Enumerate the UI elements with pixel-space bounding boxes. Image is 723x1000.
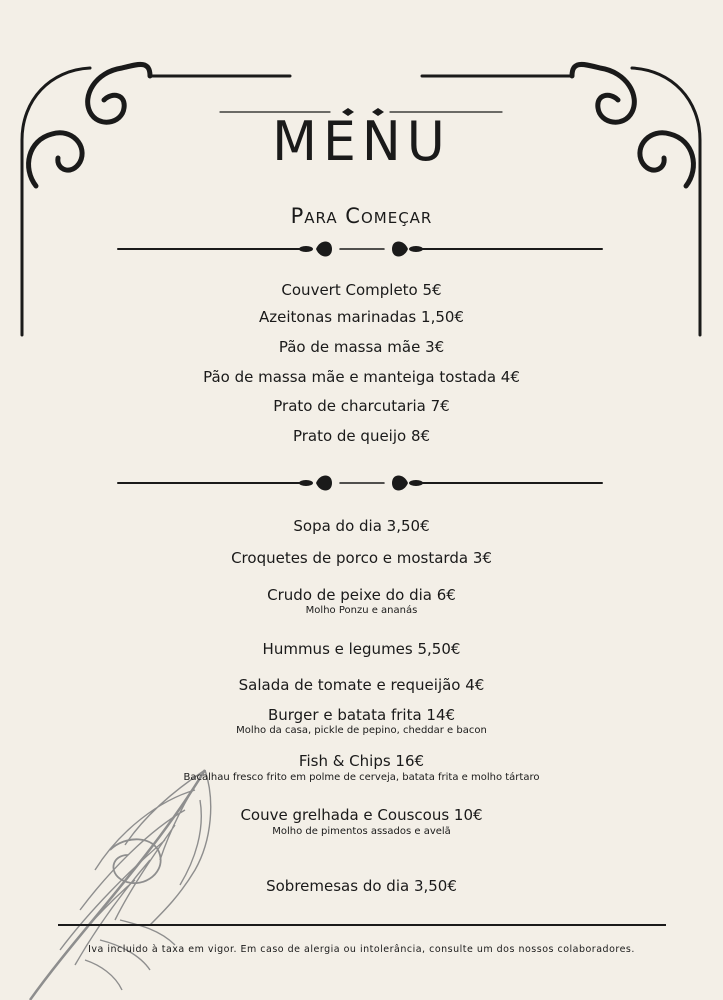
- menu-title: MENU: [272, 110, 451, 174]
- menu-item: Pão de massa mãe 3€: [278, 338, 445, 356]
- menu-item: Sopa do dia 3,50€: [293, 517, 430, 535]
- section-title: Para Começar: [290, 204, 433, 228]
- menu-item: Fish & Chips 16€: [298, 752, 425, 770]
- menu-item: Burger e batata frita 14€: [267, 706, 456, 724]
- menu-item-description: Molho da casa, pickle de pepino, cheddar e bacon: [236, 725, 487, 736]
- footer-divider: [58, 924, 666, 926]
- menu-item: Croquetes de porco e mostarda 3€: [231, 549, 492, 567]
- menu-item-description: Molho de pimentos assados e avelã: [272, 826, 451, 837]
- menu-item-description: Molho Ponzu e ananás: [305, 605, 418, 616]
- menu-item: Sobremesas do dia 3,50€: [266, 877, 457, 895]
- footer-note: Iva incluido à taxa em vigor. Em caso de alergia ou intolerância, consulte um dos nossos colaboradores.: [88, 944, 635, 955]
- menu-item-description: Bacalhau fresco frito em polme de cerveja, batata frita e molho tártaro: [183, 772, 540, 783]
- menu-item: Crudo de peixe do dia 6€: [267, 586, 456, 604]
- menu-item: Salada de tomate e requeijão 4€: [238, 676, 485, 694]
- menu-item: Pão de massa mãe e manteiga tostada 4€: [203, 368, 520, 386]
- menu-item: Prato de charcutaria 7€: [273, 397, 450, 415]
- menu-item: Couve grelhada e Couscous 10€: [240, 806, 483, 824]
- menu-item: Azeitonas marinadas 1,50€: [259, 308, 464, 326]
- menu-item: Couvert Completo 5€: [281, 281, 442, 299]
- menu-item: Prato de queijo 8€: [292, 427, 431, 445]
- menu-item: Hummus e legumes 5,50€: [262, 640, 461, 658]
